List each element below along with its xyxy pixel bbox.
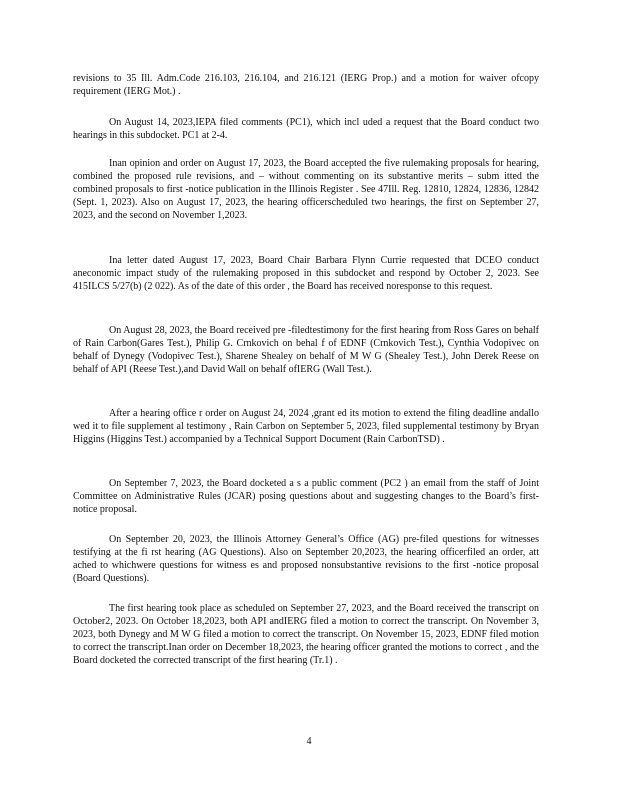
paragraph-1: revisions to 35 Ill. Adm.Code 216.103, 216.104, and 216.121 (IERG Prop.) and a motion for waiver ofcopy requirement (IERG Mot.) . — [73, 73, 539, 97]
page-number: 4 — [306, 736, 312, 747]
paragraph-3: Inan opinion and order on August 17, 2023, the Board accepted the five rulemaking proposals for hearing, combined the proposed rule revisions, and – without commenting on its substantive merits – subm itted the combined proposals to first -notice publication in the Illinois Register . See 47Ill. Reg. 12810, 12824, 12836, 12842 (Sept. 1, 2023). Also on August 17, 2023, the hearing officerscheduled two hearings, the first on September 27, 2023, and the second on November 1,2023. — [73, 158, 539, 221]
paragraph-6: After a hearing office r order on August 24, 2024 ,grant ed its motion to extend the filing deadline andallo wed it to file supplement al testimony , Rain Carbon on September 5, 2023, filed supplemental testimony by Bryan Higgins (Higgins Test.) accompanied by a Technical Support Document (Rain CarbonTSD) . — [73, 408, 539, 445]
paragraph-9: The first hearing took place as scheduled on September 27, 2023, and the Board received the transcript on October2, 2023. On October 18,2023, both API andIERG filed a motion to correct the transcript. On November 3, 2023, both Dynegy and M W G filed a motion to correct the transcript. On November 15, 2023, EDNF filed motion to correct the transcript.Inan order on December 18,2023, the hearing officer granted the motions to correct , and the Board docketed the corrected transcript of the first hearing (Tr.1) . — [73, 603, 539, 666]
paragraph-5: On August 28, 2023, the Board received pre -filedtestimony for the first hearing from Ross Gares on behalf of Rain Carbon(Gares Test.), Philip G. Crnkovich on behal f of EDNF (Crnkovich Test.), Cynthia Vodopivec on behalf of Dynegy (Vodopivec Test.), Sharene Shealey on behalf of M W G (Shealey Test.), John Derek Reese on behalf of API (Reese Test.),and David Wall on behalf ofIERG (Wall Test.). — [73, 325, 539, 375]
paragraph-7: On September 7, 2023, the Board docketed a s a public comment (PC2 ) an email from the staff of Joint Committee on Administrative Rules (JCAR) posing questions about and suggesting changes to the Board’s first-notice proposal. — [73, 478, 539, 515]
paragraph-4: Ina letter dated August 17, 2023, Board Chair Barbara Flynn Currie requested that DCEO conduct aneconomic impact study of the rulemaking proposed in this subdocket and respond by October 2, 2023. See 415ILCS 5/27(b) (2 022). As of the date of this order , the Board has received noresponse to this request. — [73, 255, 539, 292]
paragraph-2: On August 14, 2023,IEPA filed comments (PC1), which incl uded a request that the Board conduct two hearings in this subdocket. PC1 at 2-4. — [73, 117, 539, 141]
paragraph-8: On September 20, 2023, the Illinois Attorney General’s Office (AG) pre-filed questions for witnesses testifying at the fi rst hearing (AG Questions). Also on September 20,2023, the hearing officerfiled an order, att ached to whichwere questions for witness es and proposed nonsubstantive revisions to the first -notice proposal (Board Questions). — [73, 534, 539, 584]
